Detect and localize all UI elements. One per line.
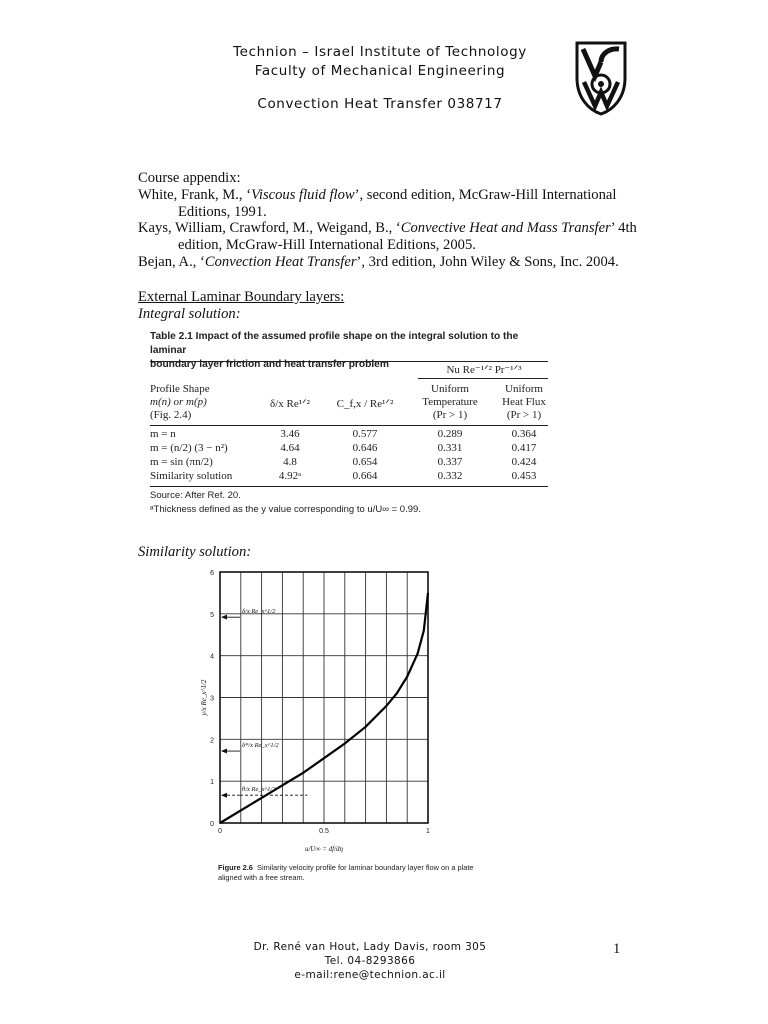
y-tick-label: 6 <box>210 570 214 577</box>
col-profile-shape: Profile Shape m(n) or m(p) (Fig. 2.4) <box>150 383 210 421</box>
cell-nu-uniform-flux: 0.453 <box>511 470 537 482</box>
section-external-laminar: External Laminar Boundary layers: <box>138 289 345 305</box>
cell-shape: Similarity solution <box>150 470 233 482</box>
course-title: Convection Heat Transfer 038717 <box>257 96 503 112</box>
col-uniform-temperature: Uniform Temperature (Pr > 1) <box>422 383 478 421</box>
annotation-delta: δ/x Re_x^1/2 <box>242 608 276 616</box>
cell-nu-uniform-temp: 0.331 <box>437 442 463 454</box>
x-axis-label: u/U∞ = df/dη <box>304 845 344 853</box>
annotation-arrow <box>221 793 227 798</box>
y-tick-label: 3 <box>210 695 214 703</box>
table-title: Table 2.1 Impact of the assumed profile shape on the integral solution to the laminar boundary layer friction and heat transfer problem <box>150 331 519 370</box>
y-tick-label: 4 <box>210 653 214 661</box>
cell-nu-uniform-temp: 0.289 <box>437 428 463 440</box>
cell-nu-uniform-temp: 0.332 <box>437 470 463 482</box>
x-tick-label: 1 <box>426 828 430 835</box>
col-cf: C_f,x / Re¹ᐟ² <box>336 398 394 410</box>
annotation-delta_star: δ*/x Re_x^1/2 <box>242 742 279 750</box>
cell-nu-uniform-temp: 0.337 <box>437 456 463 468</box>
y-tick-label: 2 <box>210 737 214 745</box>
similarity-profile-chart <box>190 560 460 870</box>
page-number: 1 <box>613 941 621 957</box>
cell-nu-uniform-flux: 0.417 <box>511 442 537 454</box>
cell-cf: 0.646 <box>352 442 378 454</box>
section-similarity-solution: Similarity solution: <box>138 544 252 560</box>
table-source: Source: After Ref. 20. <box>150 490 241 501</box>
annotation-arrow <box>221 749 227 754</box>
col-uniform-heat-flux: Uniform Heat Flux (Pr > 1) <box>502 383 546 421</box>
cell-cf: 0.654 <box>352 456 378 468</box>
col-delta: δ/x Re¹ᐟ² <box>270 398 310 410</box>
nu-group-header: Nu Re⁻¹ᐟ² Pr⁻¹ᐟ³ <box>446 364 522 376</box>
cell-delta: 4.64 <box>280 442 300 454</box>
cell-nu-uniform-flux: 0.364 <box>511 428 537 440</box>
annotation-arrow <box>221 615 227 620</box>
cell-delta: 4.8 <box>283 456 297 468</box>
reference-white-cont: Editions, 1991. <box>178 204 267 220</box>
cell-cf: 0.577 <box>352 428 378 440</box>
appendix-heading: Course appendix: <box>138 170 241 186</box>
technion-logo <box>573 40 629 116</box>
y-tick-label: 1 <box>210 779 214 787</box>
cell-shape: m = n <box>150 428 176 440</box>
annotation-theta: θ/x Re_x^1/2 <box>242 786 276 794</box>
y-tick-label: 5 <box>210 611 214 619</box>
reference-white: White, Frank, M., ‘Viscous fluid flow’, second edition, McGraw-Hill International <box>138 187 617 203</box>
cell-delta: 3.46 <box>280 428 300 440</box>
figure-caption: Figure 2.6 Similarity velocity profile for laminar boundary layer flow on a plate aligned with a free stream. <box>218 863 474 882</box>
reference-kays: Kays, William, Crawford, M., Weigand, B., ‘Convective Heat and Mass Transfer’ 4th <box>138 220 637 236</box>
institution-name: Technion – Israel Institute of Technology <box>233 44 527 60</box>
table-footnote: ᵃThickness defined as the y value corresponding to u/U∞ = 0.99. <box>150 504 421 515</box>
cell-shape: m = sin (πn/2) <box>150 456 213 468</box>
cell-shape: m = (n/2) (3 − n²) <box>150 442 228 454</box>
footer-email: e-mail:rene@technion.ac.il <box>294 969 446 981</box>
x-tick-label: 0 <box>218 828 222 835</box>
x-tick-label: 0.5 <box>319 828 329 835</box>
y-axis-label: y/x Re_x^1/2 <box>200 679 208 716</box>
y-tick-label: 0 <box>210 821 214 828</box>
reference-bejan: Bejan, A., ‘Convection Heat Transfer’, 3rd edition, John Wiley & Sons, Inc. 2004. <box>138 254 619 270</box>
reference-kays-cont: edition, McGraw-Hill International Editions, 2005. <box>178 237 476 253</box>
footer-phone: Tel. 04-8293866 <box>324 955 416 967</box>
section-integral-solution: Integral solution: <box>138 306 241 322</box>
cell-nu-uniform-flux: 0.424 <box>511 456 537 468</box>
cell-cf: 0.664 <box>352 470 378 482</box>
faculty-name: Faculty of Mechanical Engineering <box>254 63 506 79</box>
footer-author: Dr. René van Hout, Lady Davis, room 305 <box>253 941 487 953</box>
cell-delta: 4.92ᵃ <box>278 470 302 482</box>
